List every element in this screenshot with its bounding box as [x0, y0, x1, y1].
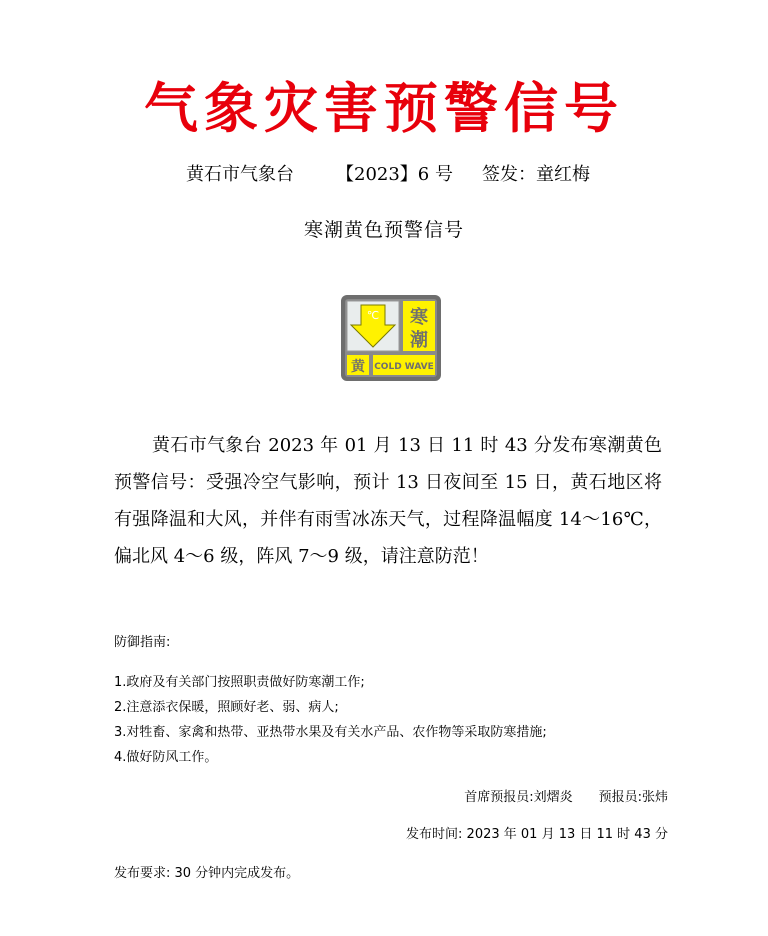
- guide-item: 4.做好防风工作。: [114, 750, 218, 765]
- issuer: 黄石市气象台: [186, 164, 294, 185]
- doc-number: 【2023】6 号: [336, 164, 453, 185]
- badge-char-bottom: 潮: [410, 330, 428, 351]
- badge-english: COLD WAVE: [374, 362, 434, 372]
- badge-level: 黄: [351, 359, 365, 375]
- warning-body: 黄石市气象台 2023 年 01 月 13 日 11 时 43 分发布寒潮黄色预警信号：受强冷空气影响，预计 13 日夜间至 15 日，黄石地区将有强降温和大风，并伴有雨雪冰冻天气，过程降温幅度 14～16℃，偏北风 4～6 级，阵风 7～9 级，请注意防范！: [114, 435, 662, 567]
- badge-char-top: 寒: [410, 307, 428, 328]
- guide-item: 3.对牲畜、家禽和热带、亚热带水果及有关水产品、农作物等采取防寒措施;: [114, 725, 547, 740]
- guide-heading: 防御指南:: [114, 635, 171, 650]
- guide-item: 2.注意添衣保暖，照顾好老、弱、病人;: [114, 700, 339, 715]
- forecasters: 首席预报员:刘熠炎 预报员:张炜: [464, 790, 668, 805]
- cold-wave-yellow-warning-icon: [341, 295, 441, 381]
- publish-time: 发布时间: 2023 年 01 月 13 日 11 时 43 分: [406, 827, 668, 842]
- warning-subtitle: 寒潮黄色预警信号: [303, 219, 464, 241]
- page-title: 气象灾害预警信号: [144, 76, 624, 140]
- publish-requirement: 发布要求: 30 分钟内完成发布。: [114, 866, 300, 881]
- signer: 签发：童红梅: [482, 164, 590, 185]
- celsius-label: ℃: [366, 309, 380, 322]
- guide-item: 1.政府及有关部门按照职责做好防寒潮工作;: [114, 675, 365, 690]
